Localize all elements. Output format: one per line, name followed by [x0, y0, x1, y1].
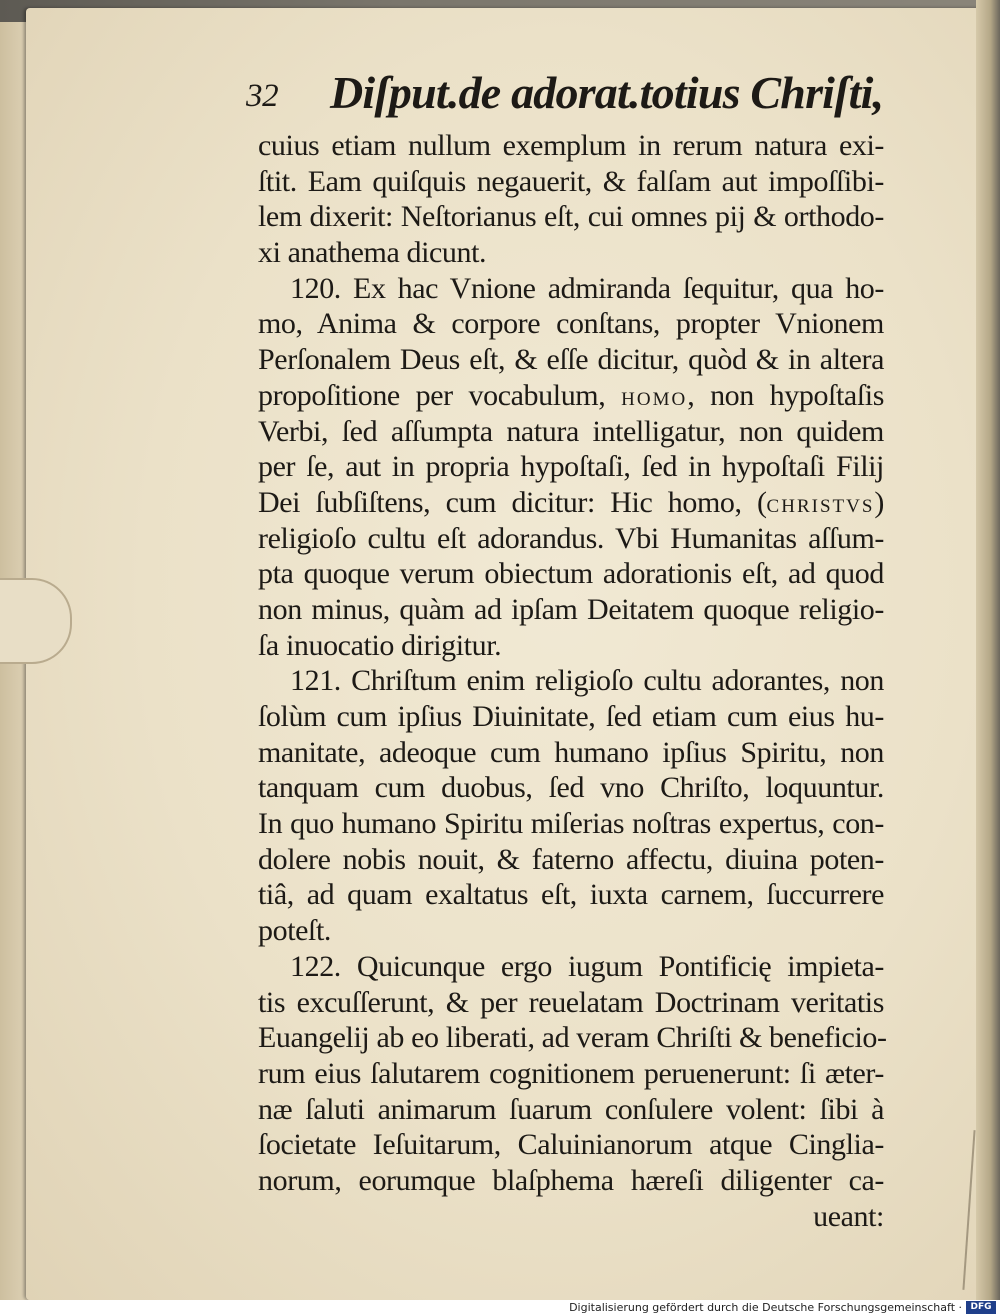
text-line: 121. Chriſtum enim religioſo cultu adorantes, non — [290, 664, 884, 698]
text-line: 120. Ex hac Vnione admiranda ſequitur, qua ho- — [290, 271, 884, 305]
text-line: 122. Quicunque ergo iugum Pontificię impieta- — [290, 949, 884, 983]
page-number: 32 — [246, 78, 279, 114]
text-line: lem dixerit: Neſtorianus eſt, cui omnes pij & orthodo- — [258, 200, 884, 234]
text-line: xi anathema dicunt. — [258, 236, 487, 270]
text-line: In quo humano Spiritu miſerias noſtras expertus, con- — [258, 807, 884, 841]
text-line: cuius etiam nullum exemplum in rerum natura exi- — [258, 129, 884, 162]
text-line: pta quoque verum obiectum adorationis eſt, ad quod — [258, 557, 884, 591]
text-line: Perſonalem Deus eſt, & eſſe dicitur, quòd & in altera — [258, 343, 884, 377]
small-caps-word: HOMO — [621, 388, 688, 410]
text-line: Verbi, ſed aſſumpta natura intelligatur, non quidem — [258, 414, 884, 448]
text-line: manitate, adeoque cum humano ipſius Spiritu, non — [258, 735, 884, 769]
small-caps-word: CHRISTVS — [766, 495, 875, 517]
text-line: non minus, quàm ad ipſam Deitatem quoque religio- — [258, 592, 884, 626]
text-segment: propoſitione per vocabulum, — [258, 378, 606, 412]
text-segment: , non hypoſtaſis — [687, 378, 884, 412]
digitization-footer — [0, 1300, 1000, 1315]
funding-credit: Digitalisierung gefördert durch die Deutsche Forschungsgemeinschaft · — [569, 1301, 962, 1314]
page-tab-marker — [0, 578, 72, 664]
text-line — [258, 485, 884, 521]
text-segment: ) — [874, 485, 884, 519]
page-text-block — [246, 67, 887, 1234]
text-line: Euangelij ab eo liberati, ad veram Chriſti & beneficio- — [258, 1021, 887, 1055]
text-line: ſocietate Ieſuitarum, Caluinianorum atque Cinglia- — [258, 1128, 884, 1162]
text-line: tiâ, ad quam exaltatus eſt, iuxta carnem, ſuccurrere — [258, 878, 884, 912]
text-line: næ ſaluti animarum ſuarum conſulere volent: ſibi à — [258, 1092, 884, 1126]
text-line: religioſo cultu eſt adorandus. Vbi Humanitas aſſum- — [258, 521, 884, 555]
book-gutter — [976, 0, 1000, 1300]
text-line: tis excuſſerunt, & per reuelatam Doctrinam veritatis — [258, 985, 884, 1019]
page-header — [246, 67, 884, 128]
text-line: tanquam cum duobus, ſed vno Chriſto, loquuntur. — [258, 771, 884, 805]
text-line: poteſt. — [258, 914, 332, 948]
text-line: ſtit. Eam quiſquis negauerit, & falſam aut impoſſibi- — [258, 164, 884, 198]
text-line: rum eius ſalutarem cognitionem peruenerunt: ſi æter- — [258, 1056, 884, 1090]
text-line: dolere nobis nouit, & faterno affectu, diuina poten- — [258, 842, 884, 876]
text-line: norum, eorumque blaſphema hæreſi diligenter ca- — [258, 1163, 884, 1197]
text-line: ſa inuocatio dirigitur. — [258, 628, 502, 662]
text-line: per ſe, aut in propria hypoſtaſi, ſed in hypoſtaſi Filij — [258, 450, 884, 484]
catchword: ueant: — [813, 1199, 884, 1233]
text-segment: Dei ſubſiſtens, cum dicitur: Hic homo, ( — [258, 485, 767, 519]
text-line: ſolùm cum ipſius Diuinitate, ſed etiam cum eius hu- — [258, 700, 884, 733]
dfg-logo: DFG — [966, 1301, 996, 1314]
running-title: Diſput.de adorat.totius Chriſti, — [330, 67, 884, 118]
text-line: mo, Anima & corpore conſtans, propter Vnionem — [258, 307, 884, 341]
text-line — [258, 378, 884, 414]
